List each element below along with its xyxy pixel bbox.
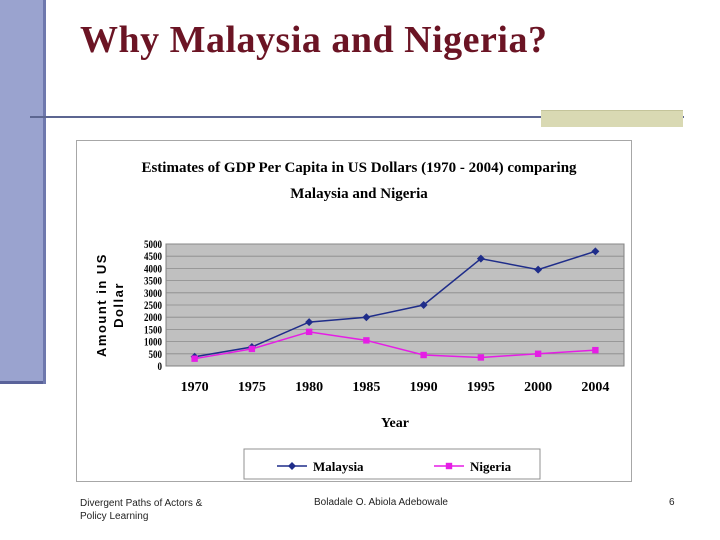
y-tick-label: 4500 (144, 251, 162, 264)
x-tick-label: 1975 (237, 380, 266, 395)
y-tick-label: 2500 (144, 299, 162, 313)
y-axis-label-line2: Dollar (111, 282, 126, 328)
chart-title-line1: Estimates of GDP Per Capita in US Dollars (1970 - 2004) comparing (141, 160, 577, 176)
y-tick-label: 0 (157, 360, 162, 374)
data-point-nigeria (420, 352, 426, 358)
legend-label-malaysia: Malaysia (313, 459, 364, 474)
data-point-nigeria (363, 337, 369, 343)
x-tick-label: 1980 (295, 380, 324, 395)
y-tick-label: 5000 (144, 238, 162, 252)
x-tick-label: 1970 (180, 380, 209, 395)
title-accent-bar (541, 110, 683, 127)
y-tick-label: 2000 (144, 312, 162, 325)
x-tick-label: 1990 (409, 380, 438, 395)
y-tick-label: 1000 (144, 336, 162, 349)
chart-title-line2: Malaysia and Nigeria (290, 186, 428, 202)
y-axis-label-line1: Amount in US (94, 253, 109, 357)
data-point-nigeria (535, 351, 541, 357)
y-tick-label: 1500 (144, 324, 162, 337)
x-axis-label: Year (381, 416, 409, 431)
data-point-nigeria (306, 329, 312, 335)
chart-frame (76, 140, 632, 482)
slide-title: Why Malaysia and Nigeria? (80, 19, 548, 61)
data-point-nigeria (592, 347, 598, 353)
y-tick-label: 4000 (144, 263, 162, 276)
data-point-nigeria (478, 354, 484, 360)
line-chart (77, 141, 633, 483)
y-tick-label: 500 (148, 348, 162, 362)
y-axis-ticks (144, 239, 162, 373)
footer-author: Boladale O. Abiola Adebowale (314, 497, 448, 508)
data-point-nigeria (191, 355, 197, 361)
x-axis-ticks (181, 380, 610, 395)
page-number: 6 (669, 497, 675, 508)
x-tick-label: 1995 (466, 380, 495, 395)
footer-course-title: Divergent Paths of Actors & Policy Learning (80, 498, 203, 522)
x-tick-label: 2004 (581, 380, 610, 395)
y-tick-label: 3500 (144, 275, 162, 288)
x-tick-label: 2000 (524, 380, 553, 395)
legend-label-nigeria: Nigeria (470, 459, 512, 474)
data-point-nigeria (249, 346, 255, 352)
legend-marker-nigeria (446, 463, 452, 469)
sidebar-decoration (0, 0, 46, 384)
x-tick-label: 1985 (352, 380, 381, 395)
y-tick-label: 3000 (144, 287, 162, 301)
